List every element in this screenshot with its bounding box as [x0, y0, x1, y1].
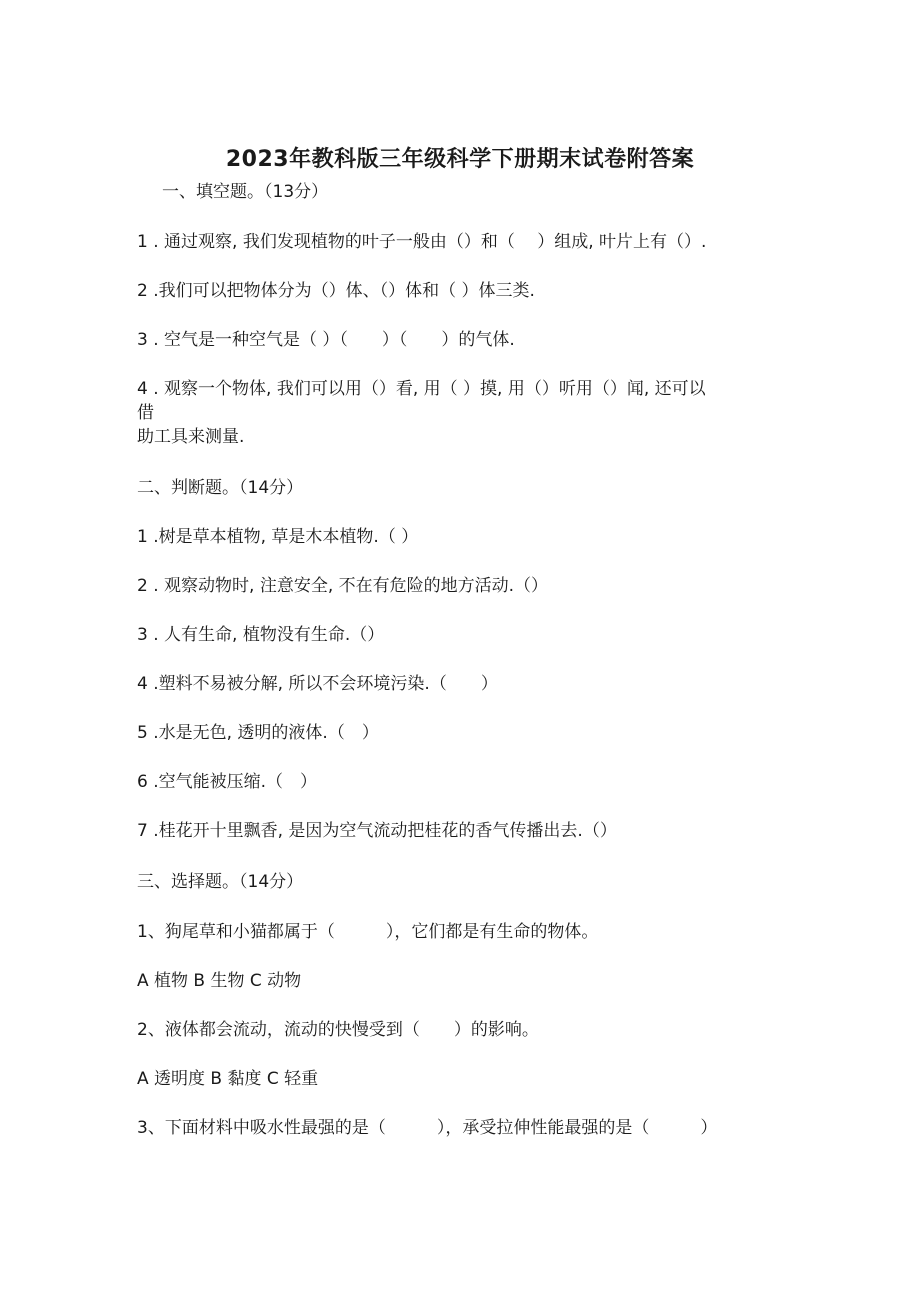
section-heading-true-false: 二、判断题。（14分）: [137, 478, 304, 498]
question-text: 2、液体都会流动，流动的快慢受到（ ）的影响。: [137, 1020, 539, 1040]
question-text: 3 . 空气是一种空气是（ ）（ ）（ ）的气体.: [137, 330, 515, 350]
question-text: 4 .塑料不易被分解, 所以不会环境污染.（ ）: [137, 674, 498, 694]
section-heading-multiple-choice: 三、选择题。（14分）: [137, 872, 304, 892]
question-text: 3 . 人有生命, 植物没有生命.（）: [137, 625, 385, 645]
question-text: 7 .桂花开十里飘香, 是因为空气流动把桂花的香气传播出去.（）: [137, 821, 617, 841]
question-text: 1 . 通过观察, 我们发现植物的叶子一般由（）和（ ）组成, 叶片上有（）.: [137, 232, 707, 252]
question-text-continued: 助工具来测量.: [137, 427, 245, 447]
question-text-continued: 借: [137, 403, 154, 423]
question-text: 4 . 观察一个物体, 我们可以用（）看, 用（ ）摸, 用（）听用（）闻, 还可以: [137, 379, 706, 399]
question-text: 2 . 观察动物时, 注意安全, 不在有危险的地方活动.（）: [137, 576, 549, 596]
question-text: 3、下面材料中吸水性最强的是（ ），承受拉伸性能最强的是（ ）: [137, 1118, 718, 1138]
question-text: 5 .水是无色, 透明的液体.（ ）: [137, 723, 379, 743]
question-text: 1 .树是草本植物, 草是木本植物.（ ）: [137, 527, 419, 547]
page-title: 2023年教科版三年级科学下册期末试卷附答案: [225, 147, 695, 172]
answer-options: A 植物 B 生物 C 动物: [137, 971, 302, 991]
question-text: 2 .我们可以把物体分为（）体、（）体和（ ）体三类.: [137, 281, 535, 301]
answer-options: A 透明度 B 黏度 C 轻重: [137, 1069, 319, 1089]
section-heading-fill-blank: 一、填空题。（13分）: [162, 182, 329, 202]
question-text: 1、狗尾草和小猫都属于（ ），它们都是有生命的物体。: [137, 922, 599, 942]
question-text: 6 .空气能被压缩.（ ）: [137, 772, 318, 792]
